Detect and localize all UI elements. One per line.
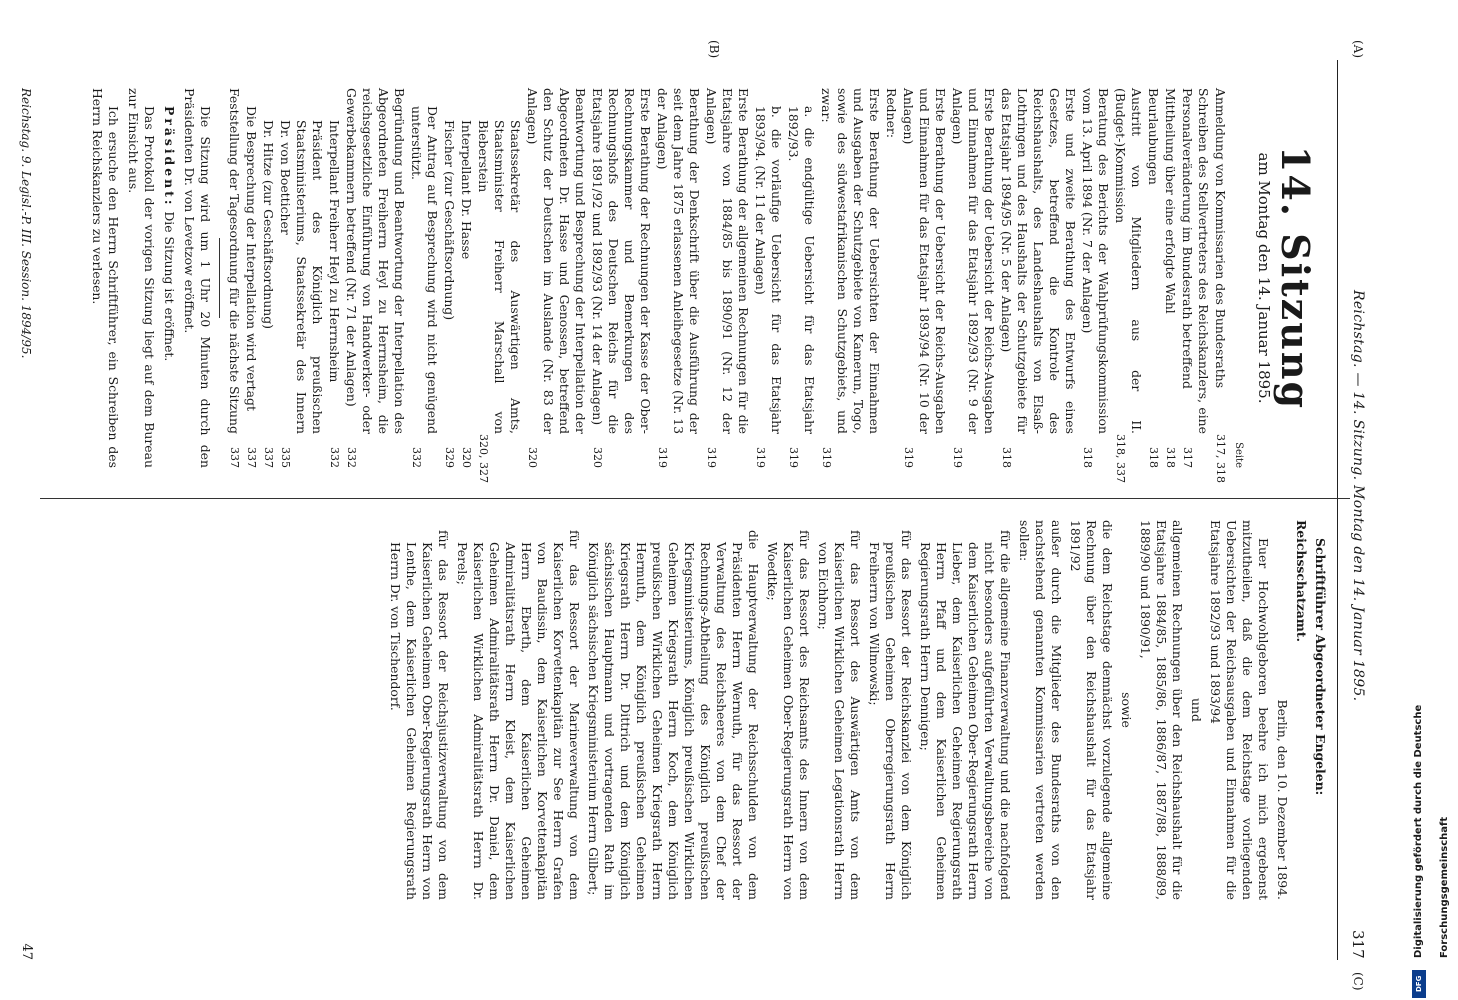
toc-entry-page: 320	[591, 447, 604, 468]
toc-entry-page: 318	[1000, 447, 1013, 468]
commissioner-entry: für das Ressort der Reichskanzlei von dem Königlich preußischen Geheimen Oberregierungsrath Herrn Freiherrn von Wilmowski;	[867, 530, 914, 900]
toc-entry-text: Begründung und Beantwortung der Interpellation des Abgeordneten Freiherrn Heyl zu Herrnsheim, die reichsgesetzliche Einführung von Handwerker- oder Gewerbekammern betreffend (Nr. 71 der Anlagen)	[344, 88, 407, 434]
president-text: Die Sitzung ist eröffnet.	[162, 211, 177, 362]
toc-entry-page: 332	[328, 447, 341, 468]
footer-sheet-number: 47	[19, 943, 34, 960]
opening-paragraph: Die Sitzung wird um 1 Uhr 20 Minuten durch den Präsidenten Dr. von Levetzow eröffnet.	[182, 88, 213, 468]
toc-entry-page: 318	[1164, 447, 1177, 468]
margin-letter-c: (C)	[1351, 972, 1365, 991]
toc-entry-page: 319	[902, 447, 915, 468]
commissioner-entry: die Hauptverwaltung der Reichsschulden von dem Präsidenten Herrn Wernuth, für das Ressort der Verwaltung des Reichsheeres von dem Chef der Rechnungs-Abtheilung des Königlich preußischen Kriegsministeriums, Königlich preußischen Wirklichen Geheimen Kriegsrath Herrn Koch, dem Königlich preußischen Wirklichen Geheimen Kriegsrath Herrn Hermuth, dem Königlich preußischen Geheimen Kriegsrath Herrn Dr. Dittrich und dem Königlich sächsischen Hauptmann und vortragenden Rath im Königlich sächsischen Kriegsministerium Herrn Gilbert;	[586, 530, 761, 900]
toc-entry-page: 318	[1081, 447, 1094, 468]
toc-entry	[785, 88, 817, 468]
commissioner-entry: für das Ressort des Auswärtigen Amts von dem Kaiserlichen Wirklichen Geheimen Legationsrath Herrn von Eichhorn;	[816, 530, 863, 900]
letter-para-1: Euer Hochwohlgeboren beehre ich mich ergebenst mitzutheilen, daß die dem Reichstage vorliegenden Uebersichten der Reichsausgaben und Einnahmen für die Etatsjahre 1892/93 und 1893/94	[1208, 520, 1271, 900]
toc-entry-page: 319	[705, 447, 718, 468]
toc-entry-text: Erste Berathung der Rechnungen der Kasse der Ober-Rechnungskammer und Bemerkungen des Rechnungshofs des Deutschen Reichs für die Etatsjahre 1891/92 und 1892/93 (Nr. 14 der Anlagen)	[590, 88, 653, 434]
running-head: Reichstag. — 14. Sitzung. Montag den 14. Januar 1895.	[1350, 290, 1366, 702]
right-column	[384, 520, 1328, 900]
toc-entry	[524, 88, 588, 468]
toc-entry	[226, 88, 242, 468]
toc-entry	[277, 88, 325, 468]
president-statement	[161, 88, 177, 468]
toc-entry-page: 320	[526, 447, 539, 468]
digitization-stamp	[1406, 600, 1450, 1000]
speaker-label: Schriftführer Abgeordneter Engelen:	[1313, 538, 1328, 796]
toc-entry-page: 329	[443, 447, 456, 468]
letter-para-3: die dem Reichstage demnächst vorzulegende allgemeine Rechnung über den Reichshaushalt für das Etatsjahr 1891/92	[1068, 520, 1115, 900]
toc-entry-text: Dr. Hitze (zur Geschäftsordnung)	[261, 120, 276, 329]
toc-entry-text: Fischer (zur Geschäftsordnung)	[442, 120, 457, 321]
toc-entry	[998, 88, 1078, 468]
toc-entry-text: Der Antrag auf Besprechung wird nicht genügend unterstützt.	[409, 106, 440, 434]
toc-entry-page: 318, 337	[1114, 434, 1127, 483]
toc-entry	[818, 88, 882, 468]
commissioner-entry: für das Ressort des Reichsamts des Innern von dem Kaiserlichen Geheimen Ober-Regierungsrath Herrn von Woedtke;	[765, 530, 812, 900]
toc-seite-label: Seite	[1233, 442, 1244, 468]
toc-entry-page: 317	[1181, 447, 1194, 468]
toc-entry-page: 320, 327	[477, 434, 490, 483]
toc-entry	[949, 88, 997, 468]
minutes-paragraph: Das Protokoll der vorigen Sitzung liegt auf dem Bureau zur Einsicht aus.	[126, 88, 157, 468]
toc-entry-page: 319	[820, 447, 833, 468]
toc-entry-text: Erste Berathung der Uebersicht der Reichs-Ausgaben und Einnahmen für das Etatsjahr 1892/93 (Nr. 9 der Anlagen)	[950, 88, 997, 434]
toc-entry-page: 318	[1147, 447, 1160, 468]
dateline: Berlin, den 10. Dezember 1894.	[1275, 699, 1290, 900]
toc-entry-text: Beurlaubungen	[1146, 88, 1161, 185]
toc-entry	[703, 88, 751, 468]
toc-entry	[752, 88, 784, 468]
toc-entry-text: Austritt von Mitgliedern aus der II. (Budget-)Kommission	[1113, 88, 1144, 434]
commissioner-entry: für das Ressort der Reichsjustizverwaltung von dem Kaiserlichen Geheimen Ober-Regierungsrath Herrn von Lenthe, dem Kaiserlichen Geheimen Regierungsrath Herrn Dr. von Tischendorf.	[388, 530, 451, 900]
dfg-logo: DFG	[1412, 970, 1426, 998]
toc-entry	[326, 88, 342, 468]
toc-entry-text: Erste und zweite Berathung des Entwurfs eines Gesetzes, betreffend die Kontrole des Reichshaushalts, des Landeshaushalts von Elsaß-Lothringen und des Haushalts der Schutzgebiete für das Etatsjahr 1894/95 (Nr. 5 der Anlagen)	[999, 88, 1078, 434]
toc-entry-page: 332	[410, 447, 423, 468]
toc-entry-page: 337	[228, 447, 241, 468]
session-date: am Montag den 14. Januar 1895.	[1255, 152, 1273, 404]
footer-session-info: Reichstag. 9. Legisl.-P. III. Session. 1894/95.	[19, 88, 33, 359]
toc-entry-page: 337	[245, 447, 258, 468]
toc-entry-text: a. die endgültige Uebersicht für das Etatsjahr 1892/93.	[786, 106, 817, 434]
commissioner-list	[387, 520, 1013, 900]
toc-entry-page: 319	[754, 447, 767, 468]
toc-entry-page: 337	[262, 447, 275, 468]
table-of-contents	[226, 88, 1228, 483]
toc-entry-page: 317, 318	[1214, 434, 1227, 483]
toc-entry-text: Berathung der Denkschrift über die Ausführung der seit dem Jahre 1875 erlassenen Anleihegesetze (Nr. 13 der Anlagen)	[655, 88, 702, 434]
toc-entry-page: 332	[345, 447, 358, 468]
toc-entry-text: Beantwortung und Besprechung der Interpellation der Abgeordneten Dr. Hasse und Genossen, betreffend den Schutz der Deutschen im Auslande (Nr. 83 der Anlagen)	[525, 88, 588, 434]
toc-entry	[900, 88, 948, 468]
toc-entry-text: Interpellant Freiherr Heyl zu Herrnsheim	[327, 120, 342, 383]
margin-letter-b: (B)	[707, 40, 721, 59]
toc-entry	[1212, 88, 1228, 483]
toc-entry	[1145, 88, 1161, 468]
toc-entry-text: Anmeldung von Kommissarien des Bundesraths	[1213, 88, 1228, 389]
toc-entry	[475, 88, 523, 483]
letter-und: und	[1189, 698, 1204, 722]
toc-entry-text: Erste Berathung der Uebersicht der Reichs-Ausgaben und Einnahmen für das Etatsjahr 1893/94 (Nr. 10 der Anlagen)	[901, 88, 948, 434]
left-column	[85, 88, 1328, 483]
column-divider	[40, 498, 1350, 499]
toc-entry-text: Die Besprechung der Interpellation wird vertagt	[244, 106, 259, 411]
toc-entry	[458, 88, 474, 468]
toc-entry	[1079, 88, 1111, 468]
toc-entry-text: Redner:	[884, 88, 899, 139]
toc-entry-text: b. die vorläufige Uebersicht für das Etatsjahr 1893/94. (Nr. 11 der Anlagen)	[753, 106, 784, 434]
letter-para-4: außer durch die Mitglieder des Bundesraths von den nachstehend genannten Kommissarien vertreten werden sollen:	[1017, 520, 1064, 900]
toc-entry-page: 335	[279, 447, 292, 468]
letter-sowie: sowie	[1119, 692, 1134, 728]
commissioner-entry: für das Ressort der Marineverwaltung von dem Kaiserlichen Korvettenkapitän zur See Herrn Grafen von Baudissin, dem Kaiserlichen Korvettenkapitän Herrn Eberth, dem Kaiserlichen Geheimen Admiralitätsrath Herrn Kleist, dem Kaiserlichen Geheimen Admiralitätsrath Herrn Dr. Daniel, dem Kaiserlichen Wirklichen Admiralitätsrath Herrn Dr. Perels;	[455, 530, 582, 900]
toc-entry	[408, 88, 440, 468]
letter-para-2: allgemeinen Rechnungen über den Reichshaushalt für die Etatsjahre 1884/85, 1885/86, 1886/87, 1887/88, 1888/89, 1889/90 und 1890/91,	[1138, 520, 1185, 900]
toc-entry-text: Schreiben des Stellvertreters des Reichskanzlers, eine Personalveränderung im Bundesrath betreffend	[1180, 88, 1211, 434]
request-paragraph: Ich ersuche den Herrn Schriftführer, ein Schreiben des Herrn Reichskanzlers zu verlesen.	[90, 88, 121, 468]
toc-entry-text: Beratung des Berichts der Wahlprüfungskommission vom 13. April 1894 (Nr. 7 der Anlagen)	[1080, 88, 1111, 434]
toc-entry-text: Interpellant Dr. Hasse	[459, 120, 474, 260]
toc-entry	[260, 88, 276, 468]
toc-entry	[343, 88, 407, 468]
header-rule	[1337, 60, 1338, 960]
toc-entry	[1112, 88, 1144, 483]
session-title: 14. Sitzung	[1273, 145, 1318, 411]
toc-entry	[589, 88, 653, 468]
toc-entry-page: 319	[787, 447, 800, 468]
toc-entry-text: Erste Berathung der allgemeinen Rechnungen für die Etatsjahre von 1884/85 bis 1890/91 (Nr. 12 der Anlagen)	[704, 88, 751, 434]
toc-entry	[883, 88, 899, 468]
toc-entry-text: Präsident des Königlich preußischen Staatsministeriums, Staatssekretär des Innern Dr. von Boetticher	[278, 120, 325, 434]
toc-entry-text: Erste Berathung der Uebersichten der Einnahmen und Ausgaben der Schutzgebiete von Kamerun, Togo, sowie des südwestafrikanischen Schutzgebiets, und zwar:	[819, 88, 882, 434]
margin-letter-a: (A)	[1351, 40, 1365, 59]
digitization-credit: Digitalisierung gefördert durch die Deutsche Forschungsgemeinschaft	[1413, 704, 1450, 958]
commissioner-entry: für die allgemeine Finanzverwaltung und die nachfolgend nicht besonders aufgeführten Verwaltungsbereiche von dem Kaiserlichen Geheimen Ober-Regierungsrath Herrn Lieber, dem Kaiserlichen Geheimen Regierungsrath Herrn Pfaff und dem Kaiserlichen Geheimen Regierungsrath Herrn Dennigen;	[918, 530, 1013, 900]
toc-entry	[654, 88, 702, 468]
president-label: Präsident:	[162, 106, 177, 208]
toc-entry-page: 320	[460, 447, 473, 468]
office-heading: Reichsschatzamt.	[1294, 520, 1309, 642]
toc-entry-text: Staatssekretär des Auswärtigen Amts, Staatsminister Freiherr Marschall von Bieberstein	[476, 120, 523, 434]
toc-entry-page: 319	[951, 447, 964, 468]
toc-entry-text: Feststellung der Tagesordnung für die nächste Sitzung	[227, 88, 242, 434]
toc-entry	[441, 88, 457, 468]
toc-entry-page: 319	[656, 447, 669, 468]
page-number: 317	[1349, 930, 1367, 959]
toc-entry-text: Mittheilung über eine erfolgte Wahl	[1163, 88, 1178, 314]
toc-end-rule	[219, 238, 220, 318]
toc-entry	[243, 88, 259, 468]
toc-entry	[1179, 88, 1211, 468]
toc-entry	[1162, 88, 1178, 468]
